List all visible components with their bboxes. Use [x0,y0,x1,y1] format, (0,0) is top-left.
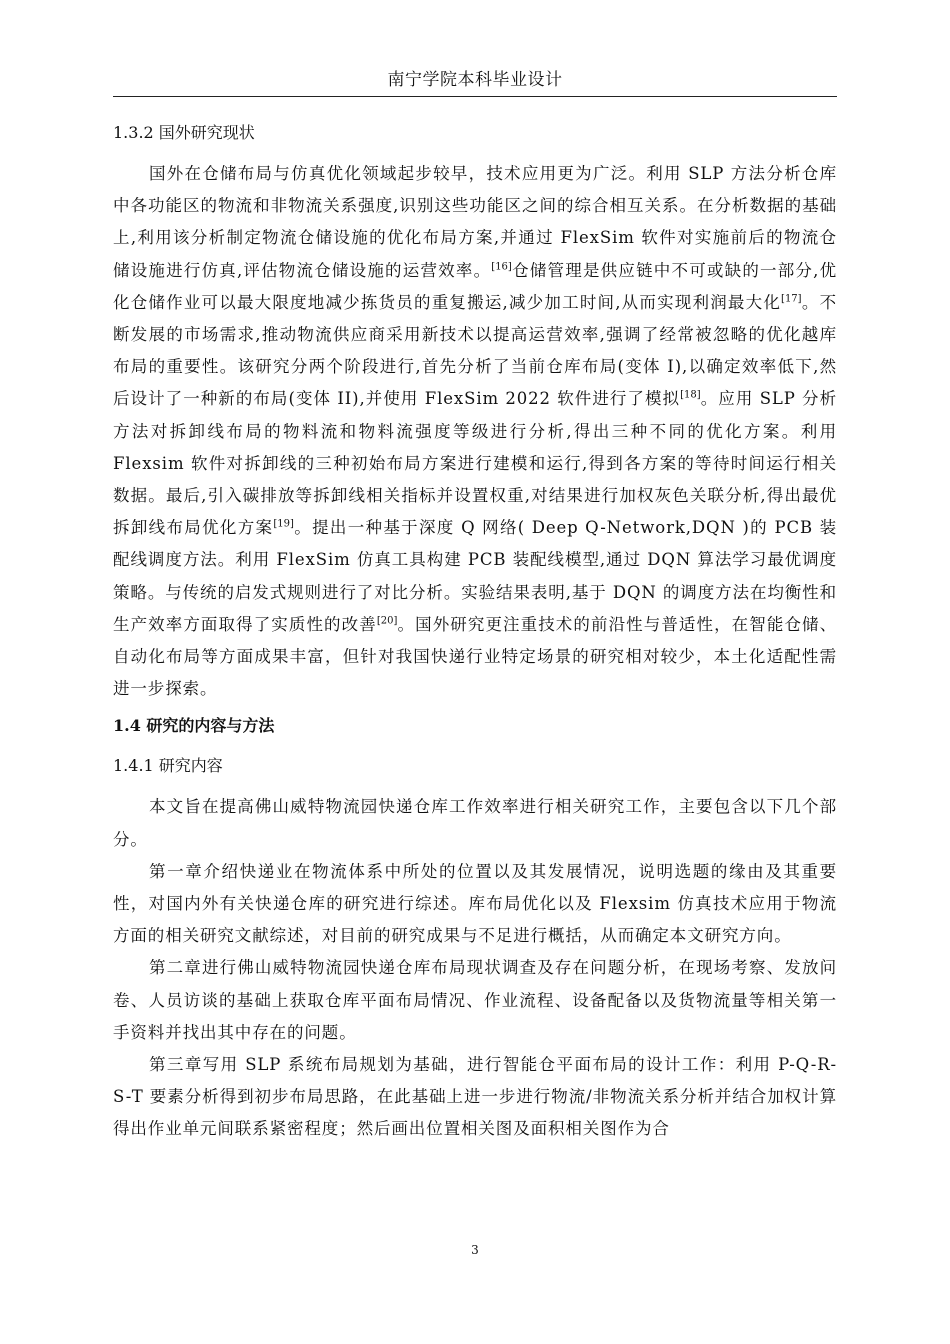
header-rule [113,96,837,97]
paragraph-chapter-3: 第三章写用 SLP 系统布局规划为基础，进行智能仓平面布局的设计工作：利用 P-Q-R-S-T 要素分析得到初步布局思路，在此基础上进一步进行物流/非物流关系分析并结合加权计算得出作业单元间联系紧密程度；然后画出位置相关图及面积相关图作为合 [113,1055,837,1139]
section-heading-1-4: 1.4 研究的内容与方法 [113,716,275,736]
citation-16: [16] [491,261,512,273]
page-body [113,116,837,1146]
paragraph-text: 国外在仓储布局与仿真优化领域起步较早，技术应用更为广泛。利用 SLP 方法分析仓库中各功能区的物流和非物流关系强度,识别这些功能区之间的综合相互关系。在分析数据的基础上,利用该分析制定物流仓储设施的优化布局方案,并通过 FlexSim 软件对实施前后的物流仓储设施进行仿真,评估物流仓储设施的运营效率。 [113,164,837,280]
paragraph-text: 。国外研究更注重技术的前沿性与普适性，在智能仓储、自动化布局等方面成果丰富，但针对我国快递行业特定场景的研究相对较少，本土化适配性需进一步探索。 [113,614,838,699]
citation-20: [20] [376,615,398,627]
citation-19: [19] [273,518,294,530]
paragraph-chapter-2: 第二章进行佛山威特物流园快递仓库布局现状调查及存在问题分析，在现场考察、发放问卷、人员访谈的基础上获取仓库平面布局情况、作业流程、设备配备以及货物流量等相关第一手资料并找出其中存在的问题。 [113,958,837,1042]
paragraph-foreign-research [113,158,837,705]
citation-18: [18] [680,389,701,401]
section-heading-1-3-2: 1.3.2 国外研究现状 [113,123,255,142]
paragraph-text: 仓储管理是供应链中不可或缺的一部分,优化仓储作业可以最大限度地减少拣货员的重复搬运,减少加工时间,从而实现利润最大化 [113,260,837,312]
paragraph-text: 。应用 SLP 分析方法对拆卸线布局的物料流和物料流强度等级进行分析,得出三种不同的优化方案。利用 Flexsim 软件对拆卸线的三种初始布局方案进行建模和运行,得到各方案的等待时间运行相关数据。最后,引入碳排放等拆卸线相关指标并设置权重,对结果进行加权灰色关联分析,得出最优拆卸线布局优化方案 [113,389,837,538]
paragraph-chapter-1: 第一章介绍快递业在物流体系中所处的位置以及其发展情况，说明选题的缘由及其重要性，对国内外有关快递仓库的研究进行综述。库布局优化以及 Flexsim 仿真技术应用于物流方面的相关研究文献综述，对目前的研究成果与不足进行概括，从而确定本文研究方向。 [113,861,837,946]
running-header: 南宁学院本科毕业设计 [387,70,563,90]
section-heading-1-4-1: 1.4.1 研究内容 [113,756,223,776]
paragraph-text: 。提出一种基于深度 Q 网络( Deep Q-Network,DQN )的 PCB 装配线调度方法。利用 FlexSim 仿真工具构建 PCB 装配线模型,通过 DQN 算法学习最优调度策略。与传统的启发式规则进行了对比分析。实验结果表明,基于 DQN 的调度方法在均衡性和生产效率方面取得了实质性的改善 [113,518,837,634]
citation-17: [17] [781,293,802,305]
page-number: 3 [471,1243,479,1257]
paragraph-text: 。不断发展的市场需求,推动物流供应商采用新技术以提高运营效率,强调了经常被忽略的优化越库布局的重要性。该研究分两个阶段进行,首先分析了当前仓库布局(变体 I),以确定效率低下,然后设计了一种新的布局(变体 II),并使用 FlexSim 2022 软件进行了模拟 [113,292,837,409]
paragraph-intro: 本文旨在提高佛山威特物流园快递仓库工作效率进行相关研究工作，主要包含以下几个部分。 [113,797,837,849]
